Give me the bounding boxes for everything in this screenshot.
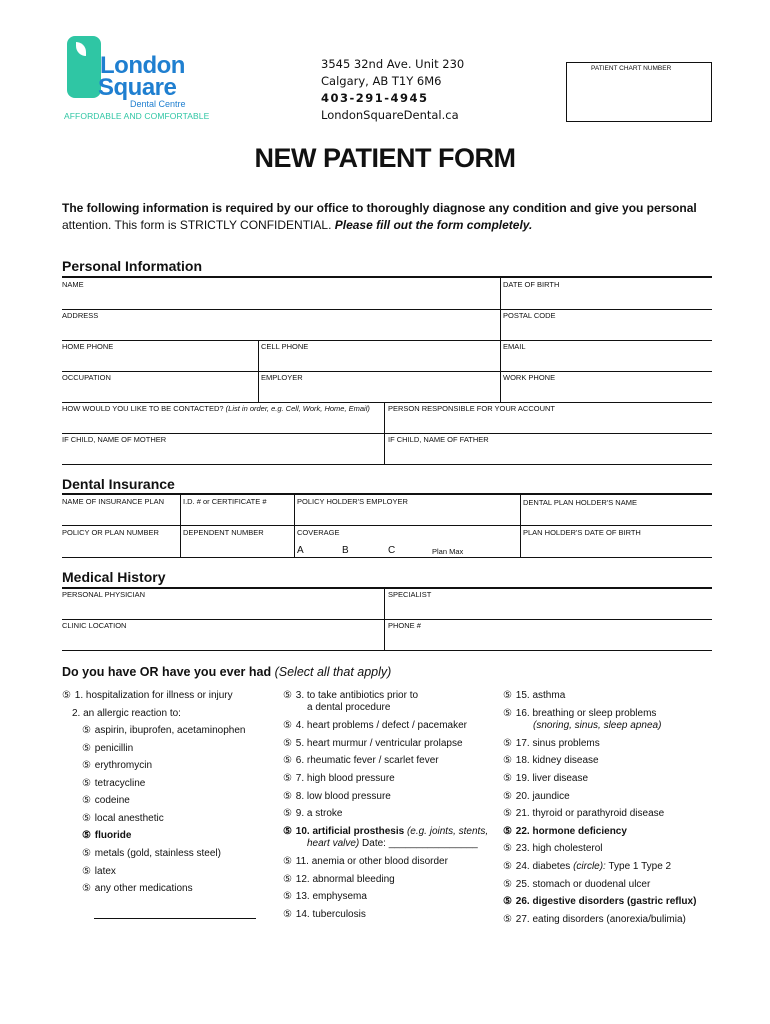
history-item-22[interactable]: ⑤ 22. hormone deficiency	[503, 826, 627, 837]
allergy-item[interactable]: ⑤ any other medications	[82, 883, 193, 894]
divider	[500, 278, 501, 402]
history-item-18[interactable]: ⑤ 18. kidney disease	[503, 755, 599, 766]
history-item-8[interactable]: ⑤ 8. low blood pressure	[283, 791, 391, 802]
logo-tagline: AFFORDABLE AND COMFORTABLE	[64, 111, 210, 121]
history-item-11[interactable]: ⑤ 11. anemia or other blood disorder	[283, 856, 448, 867]
patient-chart-number-box[interactable]	[566, 62, 712, 122]
checkbox-icon[interactable]: ⑤	[283, 891, 292, 902]
checkbox-icon[interactable]: ⑤	[82, 760, 91, 771]
divider	[294, 495, 295, 557]
checkbox-icon[interactable]: ⑤	[503, 708, 512, 719]
history-item-16[interactable]: ⑤ 16. breathing or sleep problems	[503, 708, 657, 719]
allergy-item[interactable]: ⑤ metals (gold, stainless steel)	[82, 848, 221, 859]
address-phone: 403-291-4945	[321, 91, 429, 105]
history-item-23[interactable]: ⑤ 23. high cholesterol	[503, 843, 603, 854]
clinic-location-field[interactable]: CLINIC LOCATION	[62, 621, 127, 630]
medical-section-title: Medical History	[62, 569, 166, 585]
personal-section-title: Personal Information	[62, 258, 203, 274]
checkbox-icon[interactable]: ⑤	[283, 826, 292, 837]
allergy-item[interactable]: ⑤ penicillin	[82, 743, 134, 754]
intro-plain-text: attention. This form is STRICTLY CONFIDENTIAL.	[62, 218, 332, 232]
allergy-item[interactable]: ⑤ aspirin, ibuprofen, acetaminophen	[82, 725, 246, 736]
contact-preference-hint: (List in order, e.g. Cell, Work, Home, Email)	[225, 404, 370, 413]
history-item-15[interactable]: ⑤ 15. asthma	[503, 690, 566, 701]
checkbox-icon[interactable]: ⑤	[82, 725, 91, 736]
history-item-4[interactable]: ⑤ 4. heart problems / defect / pacemaker	[283, 720, 467, 731]
checkbox-icon[interactable]: ⑤	[82, 743, 91, 754]
history-item-21[interactable]: ⑤ 21. thyroid or parathyroid disease	[503, 808, 665, 819]
checkbox-icon[interactable]: ⑤	[503, 738, 512, 749]
history-item-7[interactable]: ⑤ 7. high blood pressure	[283, 773, 395, 784]
checkbox-icon[interactable]: ⑤	[283, 720, 292, 731]
history-item-2: 2. an allergic reaction to:	[72, 708, 181, 719]
logo-text-dental-centre: Dental Centre	[130, 99, 186, 109]
checkbox-icon[interactable]: ⑤	[503, 808, 512, 819]
coverage-field[interactable]: COVERAGE	[297, 528, 340, 537]
checkbox-icon[interactable]: ⑤	[82, 830, 91, 841]
home-phone-field[interactable]: HOME PHONE	[62, 342, 114, 351]
intro-paragraph	[62, 200, 712, 234]
coverage-c-option[interactable]: C	[388, 545, 396, 556]
insurance-rule	[62, 493, 712, 495]
dependent-number-field[interactable]: DEPENDENT NUMBER	[183, 528, 264, 537]
name-field[interactable]: NAME	[62, 280, 84, 289]
history-item-27[interactable]: ⑤ 27. eating disorders (anorexia/bulimia)	[503, 914, 686, 925]
medical-rule	[62, 587, 712, 589]
address-city: Calgary, AB T1Y 6M6	[321, 74, 442, 88]
history-item-26[interactable]: ⑤ 26. digestive disorders (gastric reflux)	[503, 896, 697, 907]
personal-rule	[62, 276, 712, 278]
responsible-person-field[interactable]: PERSON RESPONSIBLE FOR YOUR ACCOUNT	[388, 404, 555, 413]
coverage-b-option[interactable]: B	[342, 545, 349, 556]
checkbox-icon[interactable]: ⑤	[503, 773, 512, 784]
history-item-3-continued: a dental procedure	[307, 702, 391, 713]
dob-field[interactable]: DATE OF BIRTH	[503, 280, 560, 289]
intro-italic-text: Please fill out the form completely.	[334, 218, 533, 232]
coverage-a-option[interactable]: A	[297, 545, 304, 556]
checkbox-icon[interactable]: ⑤	[62, 690, 71, 701]
cell-phone-field[interactable]: CELL PHONE	[261, 342, 309, 351]
history-item-1[interactable]: ⑤ 1. hospitalization for illness or injury	[62, 690, 233, 701]
checkbox-icon[interactable]: ⑤	[82, 848, 91, 859]
address-website: LondonSquareDental.ca	[321, 108, 459, 122]
divider	[62, 371, 712, 372]
divider	[520, 495, 521, 557]
divider	[384, 402, 385, 464]
allergy-item[interactable]: ⑤ fluoride	[82, 830, 132, 841]
history-item-16-hint: (snoring, sinus, sleep apnea)	[533, 720, 662, 731]
history-item-10[interactable]: ⑤ 10. artificial prosthesis (e.g. joints, stents,	[283, 826, 489, 837]
allergy-item[interactable]: ⑤ codeine	[82, 795, 130, 806]
allergy-item[interactable]: ⑤ erythromycin	[82, 760, 153, 771]
checkbox-icon[interactable]: ⑤	[283, 856, 292, 867]
history-item-25[interactable]: ⑤ 25. stomach or duodenal ulcer	[503, 879, 651, 890]
specialist-field[interactable]: SPECIALIST	[388, 590, 432, 599]
divider	[62, 340, 712, 341]
divider	[62, 557, 712, 558]
checkbox-icon[interactable]: ⑤	[283, 909, 292, 920]
history-item-9[interactable]: ⑤ 9. a stroke	[283, 808, 343, 819]
policy-number-field[interactable]: POLICY OR PLAN NUMBER	[62, 528, 159, 537]
checkbox-icon[interactable]: ⑤	[503, 690, 512, 701]
history-item-20[interactable]: ⑤ 20. jaundice	[503, 791, 570, 802]
checkbox-icon[interactable]: ⑤	[503, 791, 512, 802]
allergy-item[interactable]: ⑤ local anesthetic	[82, 813, 164, 824]
checkbox-icon[interactable]: ⑤	[82, 866, 91, 877]
checkbox-icon[interactable]: ⑤	[503, 879, 512, 890]
checkbox-icon[interactable]: ⑤	[503, 755, 512, 766]
divider	[62, 309, 712, 310]
patient-chart-number-label: PATIENT CHART NUMBER	[591, 65, 672, 72]
checkbox-icon[interactable]: ⑤	[503, 896, 512, 907]
history-item-19[interactable]: ⑤ 19. liver disease	[503, 773, 589, 784]
checkbox-icon[interactable]: ⑤	[283, 808, 292, 819]
checkbox-icon[interactable]: ⑤	[283, 773, 292, 784]
divider	[62, 650, 712, 651]
divider	[258, 340, 259, 402]
history-question	[62, 665, 391, 679]
divider	[62, 464, 712, 465]
divider	[62, 433, 712, 434]
insurance-section-title: Dental Insurance	[62, 476, 175, 492]
checkbox-icon[interactable]: ⑤	[503, 843, 512, 854]
checkbox-icon[interactable]: ⑤	[82, 813, 91, 824]
intro-bold-text: The following information is required by our office to thoroughly diagnose any condition and give you personal	[62, 201, 697, 215]
insurance-plan-name-field[interactable]: NAME OF INSURANCE PLAN	[62, 497, 165, 506]
contact-preference-field[interactable]	[62, 404, 370, 413]
work-phone-field[interactable]: WORK PHONE	[503, 373, 556, 382]
checkbox-icon[interactable]: ⑤	[82, 795, 91, 806]
other-medications-line[interactable]	[94, 918, 256, 919]
allergy-item[interactable]: ⑤ tetracycline	[82, 778, 146, 789]
history-item-13[interactable]: ⑤ 13. emphysema	[283, 891, 367, 902]
history-question-text: Do you have OR have you ever had	[62, 665, 272, 679]
history-item-5[interactable]: ⑤ 5. heart murmur / ventricular prolapse	[283, 738, 463, 749]
clinic-address	[321, 56, 464, 124]
checkbox-icon[interactable]: ⑤	[503, 861, 512, 872]
policy-employer-field[interactable]: POLICY HOLDER'S EMPLOYER	[297, 497, 408, 506]
checkbox-icon[interactable]: ⑤	[283, 791, 292, 802]
allergy-item[interactable]: ⑤ latex	[82, 866, 116, 877]
contact-preference-label: HOW WOULD YOU LIKE TO BE CONTACTED?	[62, 404, 224, 413]
divider	[62, 525, 712, 526]
history-item-14[interactable]: ⑤ 14. tuberculosis	[283, 909, 366, 920]
address-street: 3545 32nd Ave. Unit 230	[321, 57, 465, 71]
history-item-6[interactable]: ⑤ 6. rheumatic fever / scarlet fever	[283, 755, 439, 766]
checkbox-icon[interactable]: ⑤	[82, 883, 91, 894]
father-name-field[interactable]: IF CHILD, NAME OF FATHER	[388, 435, 489, 444]
plan-holder-name-field[interactable]: DENTAL PLAN HOLDER'S NAME	[523, 498, 637, 507]
occupation-field[interactable]: OCCUPATION	[62, 373, 111, 382]
plan-holder-dob-field[interactable]: PLAN HOLDER'S DATE OF BIRTH	[523, 528, 641, 537]
logo-text-london: London	[100, 52, 185, 79]
history-item-24[interactable]: ⑤ 24. diabetes (circle): Type 1 Type 2	[503, 861, 672, 872]
checkbox-icon[interactable]: ⑤	[283, 738, 292, 749]
history-item-17[interactable]: ⑤ 17. sinus problems	[503, 738, 600, 749]
checkbox-icon[interactable]: ⑤	[82, 778, 91, 789]
checkbox-icon[interactable]: ⑤	[503, 826, 512, 837]
history-question-hint: (Select all that apply)	[274, 665, 392, 679]
postal-code-field[interactable]: POSTAL CODE	[503, 311, 556, 320]
mother-name-field[interactable]: IF CHILD, NAME OF MOTHER	[62, 435, 167, 444]
plan-max-label: Plan Max	[432, 547, 464, 556]
divider	[62, 619, 712, 620]
tooth-icon	[67, 36, 101, 98]
checkbox-icon[interactable]: ⑤	[503, 914, 512, 925]
logo-text-square: Square	[98, 74, 177, 101]
employer-field[interactable]: EMPLOYER	[261, 373, 303, 382]
physician-field[interactable]: PERSONAL PHYSICIAN	[62, 590, 146, 599]
history-item-3[interactable]: ⑤ 3. to take antibiotics prior to	[283, 690, 419, 701]
divider	[180, 495, 181, 557]
divider	[62, 402, 712, 403]
medical-phone-field[interactable]: PHONE #	[388, 621, 421, 630]
certificate-number-field[interactable]: I.D. # or CERTIFICATE #	[183, 497, 267, 506]
checkbox-icon[interactable]: ⑤	[283, 690, 292, 701]
history-item-12[interactable]: ⑤ 12. abnormal bleeding	[283, 874, 395, 885]
checkbox-icon[interactable]: ⑤	[283, 874, 292, 885]
checkbox-icon[interactable]: ⑤	[283, 755, 292, 766]
email-field[interactable]: EMAIL	[503, 342, 526, 351]
form-title: NEW PATIENT FORM	[254, 143, 516, 173]
divider	[384, 589, 385, 650]
history-item-10-continued[interactable]: heart valve) Date: ________________	[307, 838, 478, 849]
address-field[interactable]: ADDRESS	[62, 311, 99, 320]
